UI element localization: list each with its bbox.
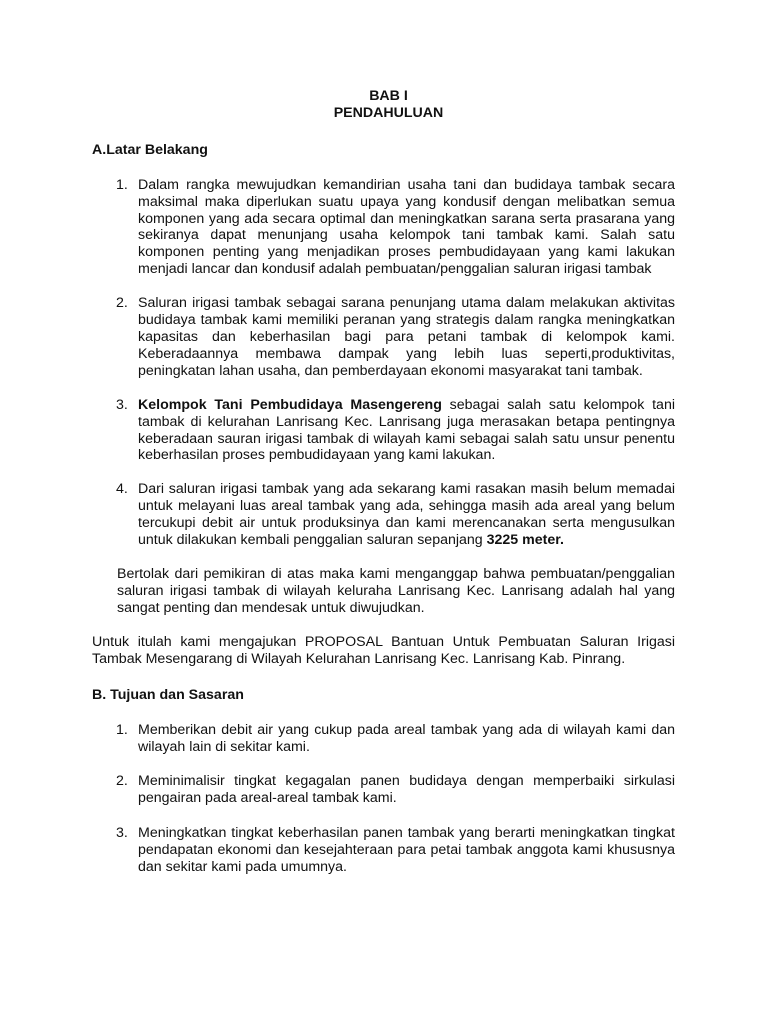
- item-number: 1.: [116, 722, 128, 739]
- item-text: Saluran irigasi tambak sebagai sarana penunjang utama dalam melakukan aktivitas budidaya tambak kami memiliki peranan yang strategis dalam rangka meningkatkan kapasitas dan keberhasilan bagi para petani tambak di kelompok kami. Keberadaannya membawa dampak yang lebih luas seperti,produktivitas, peningkatan lahan usaha, dan pemberdayaan ekonomi masyarakat tani tambak.: [138, 295, 675, 379]
- section-a-closing: Bertolak dari pemikiran di atas maka kami menganggap bahwa pembuatan/penggalian saluran irigasi tambak di wilayah keluraha Lanrisang Kec. Lanrisang adalah hal yang sangat penting dan mendesak untuk diwujudkan.: [117, 565, 675, 616]
- section-b-item-1: [92, 722, 675, 756]
- item-number: 2.: [116, 295, 128, 312]
- section-b-item-2: [92, 773, 675, 807]
- item-text: Dalam rangka mewujudkan kemandirian usaha tani dan budidaya tambak secara maksimal maka diperlukan suatu upaya yang kondusif dengan melibatkan semua komponen yang ada secara optimal dan meningkatkan sarana serta prasarana yang sekiranya dapat menunjang usaha kelompok tani tambak kami. Salah satu komponen penting yang menjadikan proses pembudidayaan yang kami lakukan menjadi lancar dan kondusif adalah pembuatan/penggalian saluran irigasi tambak: [138, 176, 675, 278]
- item-text-rest: sebagai salah satu kelompok tani tambak di kelurahan Lanrisang Kec. Lanrisang juga merasakan betapa pentingnya keberadaan sauran irigasi tambak di wilayah kami sebagai salah satu unsur penentu keberhasilan proses pembudidayaan yang kami lakukan.: [138, 396, 675, 464]
- document-page: [92, 88, 675, 876]
- proposal-paragraph: Untuk itulah kami mengajukan PROPOSAL Bantuan Untuk Pembuatan Saluran Irigasi Tambak Mesengarang di Wilayah Kelurahan Lanrisang Kec. Lanrisang Kab. Pinrang.: [92, 633, 675, 667]
- item-text: [138, 397, 675, 465]
- section-a-item-3: [92, 397, 675, 465]
- item-text: Meminimalisir tingkat kegagalan panen budidaya dengan memperbaiki sirkulasi pengairan pada areal-areal tambak kami.: [138, 773, 675, 807]
- section-a-item-1: [92, 177, 675, 278]
- section-b-title: B. Tujuan dan Sasaran: [92, 687, 244, 704]
- item-text-main: Dari saluran irigasi tambak yang ada sekarang kami rasakan masih belum memadai untuk melayani luas areal tambak yang ada, sehingga masih ada areal yang belum tercukupi debit air untuk produksinya dan kami merencanakan serta mengusulkan untuk dilakukan kembali penggalian saluran sepanjang: [138, 481, 675, 549]
- section-a-title: A.Latar Belakang: [92, 141, 208, 158]
- section-b-item-3: [92, 825, 675, 876]
- item-number: 1.: [116, 176, 128, 193]
- item-number: 2.: [116, 773, 128, 790]
- chapter-title: PENDAHULUAN: [333, 104, 444, 121]
- item-text: [138, 481, 675, 549]
- item-number: 3.: [116, 825, 128, 841]
- item-text: Memberikan debit air yang cukup pada areal tambak yang ada di wilayah kami dan wilayah lain di sekitar kami.: [138, 722, 675, 756]
- length-value: 3225 meter.: [486, 532, 564, 549]
- item-number: 4.: [116, 481, 128, 498]
- chapter-label: BAB I: [369, 88, 408, 104]
- section-a-item-4: [92, 481, 675, 549]
- group-name: Kelompok Tani Pembudidaya Masengereng: [138, 396, 442, 413]
- item-text: Meningkatkan tingkat keberhasilan panen tambak yang berarti meningkatkan tingkat pendapatan ekonomi dan kesejahteraan para petai tambak anggota kami khususnya dan sekitar kami pada umumnya.: [138, 825, 675, 875]
- section-a-item-2: [92, 295, 675, 380]
- item-number: 3.: [116, 396, 128, 413]
